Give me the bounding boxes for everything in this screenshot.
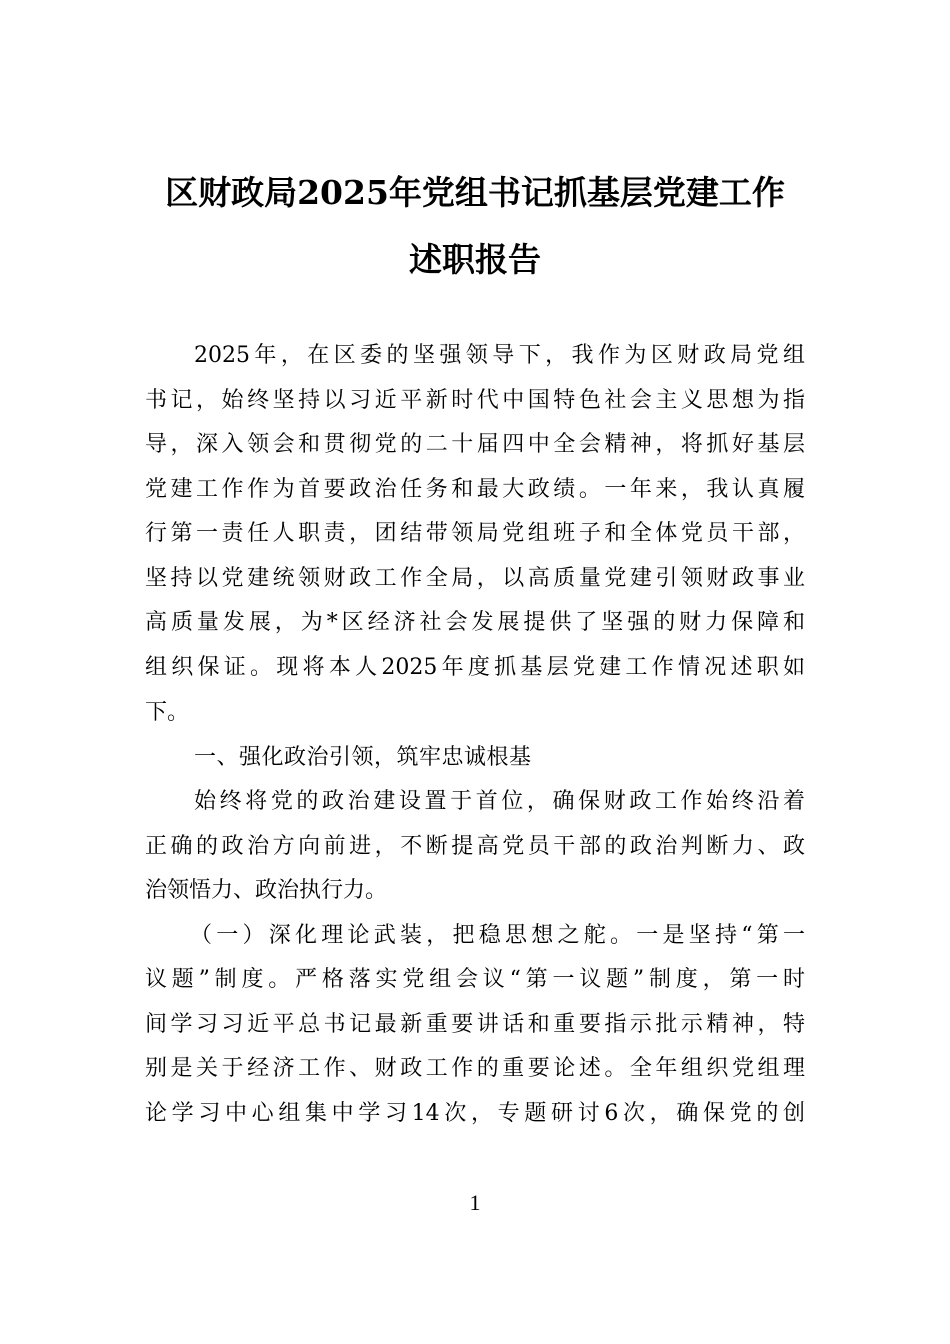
paragraph-line: 始终将党的政治建设置于首位，确保财政工作始终沿着	[194, 789, 805, 814]
paragraph-line: 坚持以党建统领财政工作全局，以高质量党建引领财政事业	[145, 566, 805, 591]
paragraph-line: 行第一责任人职责，团结带领局党组班子和全体党员干部，	[145, 521, 805, 546]
paragraph-line: 治领悟力、政治执行力。	[145, 878, 388, 903]
paragraph-line: 书记，始终坚持以习近平新时代中国特色社会主义思想为指	[145, 388, 805, 413]
paragraph-line: 下。	[145, 700, 190, 725]
paragraph-line: 组织保证。现将本人2025年度抓基层党建工作情况述职如	[145, 655, 805, 680]
paragraph-line: 论学习中心组集中学习14次，专题研讨6次，确保党的创	[145, 1101, 805, 1126]
paragraph-line: 2025年，在区委的坚强领导下，我作为区财政局党组	[194, 343, 805, 368]
paragraph-line: 高质量发展，为*区经济社会发展提供了坚强的财力保障和	[145, 610, 805, 635]
paragraph-line: （一）深化理论武装，把稳思想之舵。一是坚持“第一	[190, 923, 805, 948]
paragraph-line: 间学习习近平总书记最新重要讲话和重要指示批示精神，特	[145, 1012, 805, 1037]
paragraph-line: 导，深入领会和贯彻党的二十届四中全会精神，将抓好基层	[145, 432, 805, 457]
page-number: 1	[469, 1190, 481, 1215]
section-heading-1: 一、强化政治引领，筑牢忠诚根基	[194, 745, 532, 770]
paragraph-line: 党建工作作为首要政治任务和最大政绩。一年来，我认真履	[145, 477, 805, 502]
document-title-line-1: 区财政局2025年党组书记抓基层党建工作	[165, 173, 785, 212]
paragraph-line: 别是关于经济工作、财政工作的重要论述。全年组织党组理	[145, 1056, 805, 1081]
paragraph-line: 正确的政治方向前进，不断提高党员干部的政治判断力、政	[145, 834, 805, 859]
document-title-line-2: 述职报告	[409, 240, 541, 279]
paragraph-line: 议题”制度。严格落实党组会议“第一议题”制度，第一时	[145, 967, 805, 992]
